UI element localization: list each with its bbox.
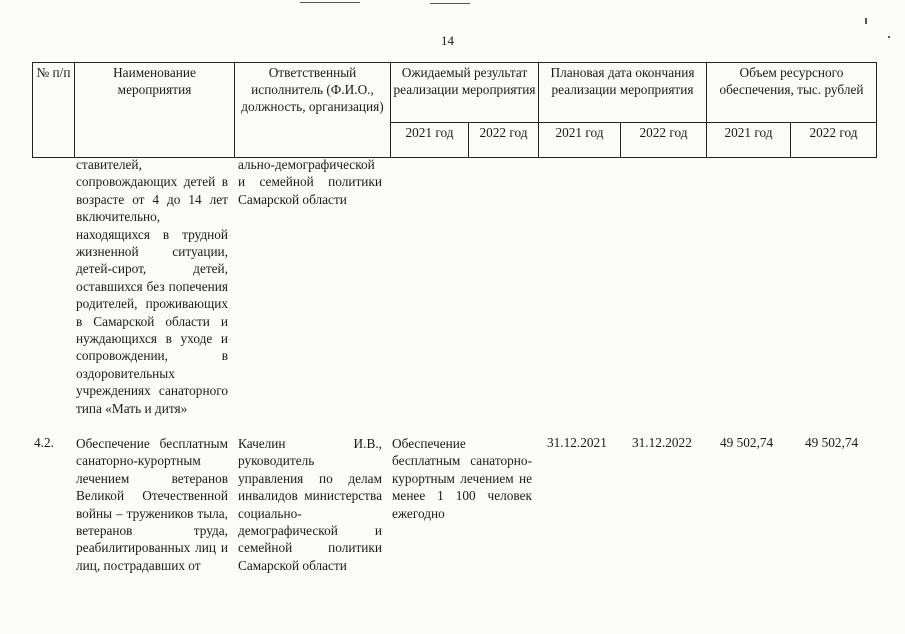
year-2021: 2021 год	[391, 122, 469, 157]
row-name: Обеспечение бесплатным санаторно-курортным лечением ветеранов Великой Отечественной войны – тружеников тыла, ветеранов труда, реабилитированных лиц и лиц, пострадавших от	[76, 436, 228, 573]
header-responsible: Ответственный исполнитель (Ф.И.О., должность, организация)	[235, 63, 391, 158]
table-header	[32, 62, 877, 158]
row-responsible: Качелин И.В., руководитель управления по делам инвалидов министерства социально-демографической и семейной политики Самарской области	[238, 436, 382, 573]
scan-mark	[865, 18, 867, 24]
row-resource-2021: 49 502,74	[720, 435, 774, 450]
header-name: Наименование мероприятия	[75, 63, 235, 158]
year-2022: 2022 год	[469, 122, 539, 157]
header-planned: Плановая дата окончания реализации мероприятия	[539, 63, 707, 123]
row-number: 4.2.	[34, 435, 54, 450]
continued-row-name: ставителей, сопровождающих детей в возрасте от 4 до 14 лет включительно, находящихся в трудной жизненной ситуации, детей-сирот, детей, оставшихся без попечения родителей, проживающих в Самарской области и нуждающихся в уходе и сопровождении, в оздоровительных учреждениях санаторного типа «Мать и дитя»	[76, 157, 228, 416]
continued-row-responsible: ально-демографической и семейной политики Самарской области	[238, 157, 382, 207]
row-date-2021: 31.12.2021	[547, 435, 607, 450]
year-2022: 2022 год	[621, 122, 707, 157]
year-2021: 2021 год	[539, 122, 621, 157]
year-2022: 2022 год	[791, 122, 877, 157]
row-date-2022: 31.12.2022	[632, 435, 692, 450]
row-result: Обеспечение бесплатным санаторно-курортным лечением не менее 1 100 человек ежегодно	[392, 436, 532, 521]
year-2021: 2021 год	[707, 122, 791, 157]
page-number: 14	[441, 33, 454, 48]
scan-mark	[430, 3, 470, 4]
header-num: № п/п	[33, 63, 75, 158]
header-resources: Объем ресурсного обеспечения, тыс. рублей	[707, 63, 877, 123]
scan-mark	[300, 2, 360, 3]
scan-mark	[888, 36, 890, 38]
row-resource-2022: 49 502,74	[805, 435, 859, 450]
header-expected: Ожидаемый результат реализации мероприятия	[391, 63, 539, 123]
